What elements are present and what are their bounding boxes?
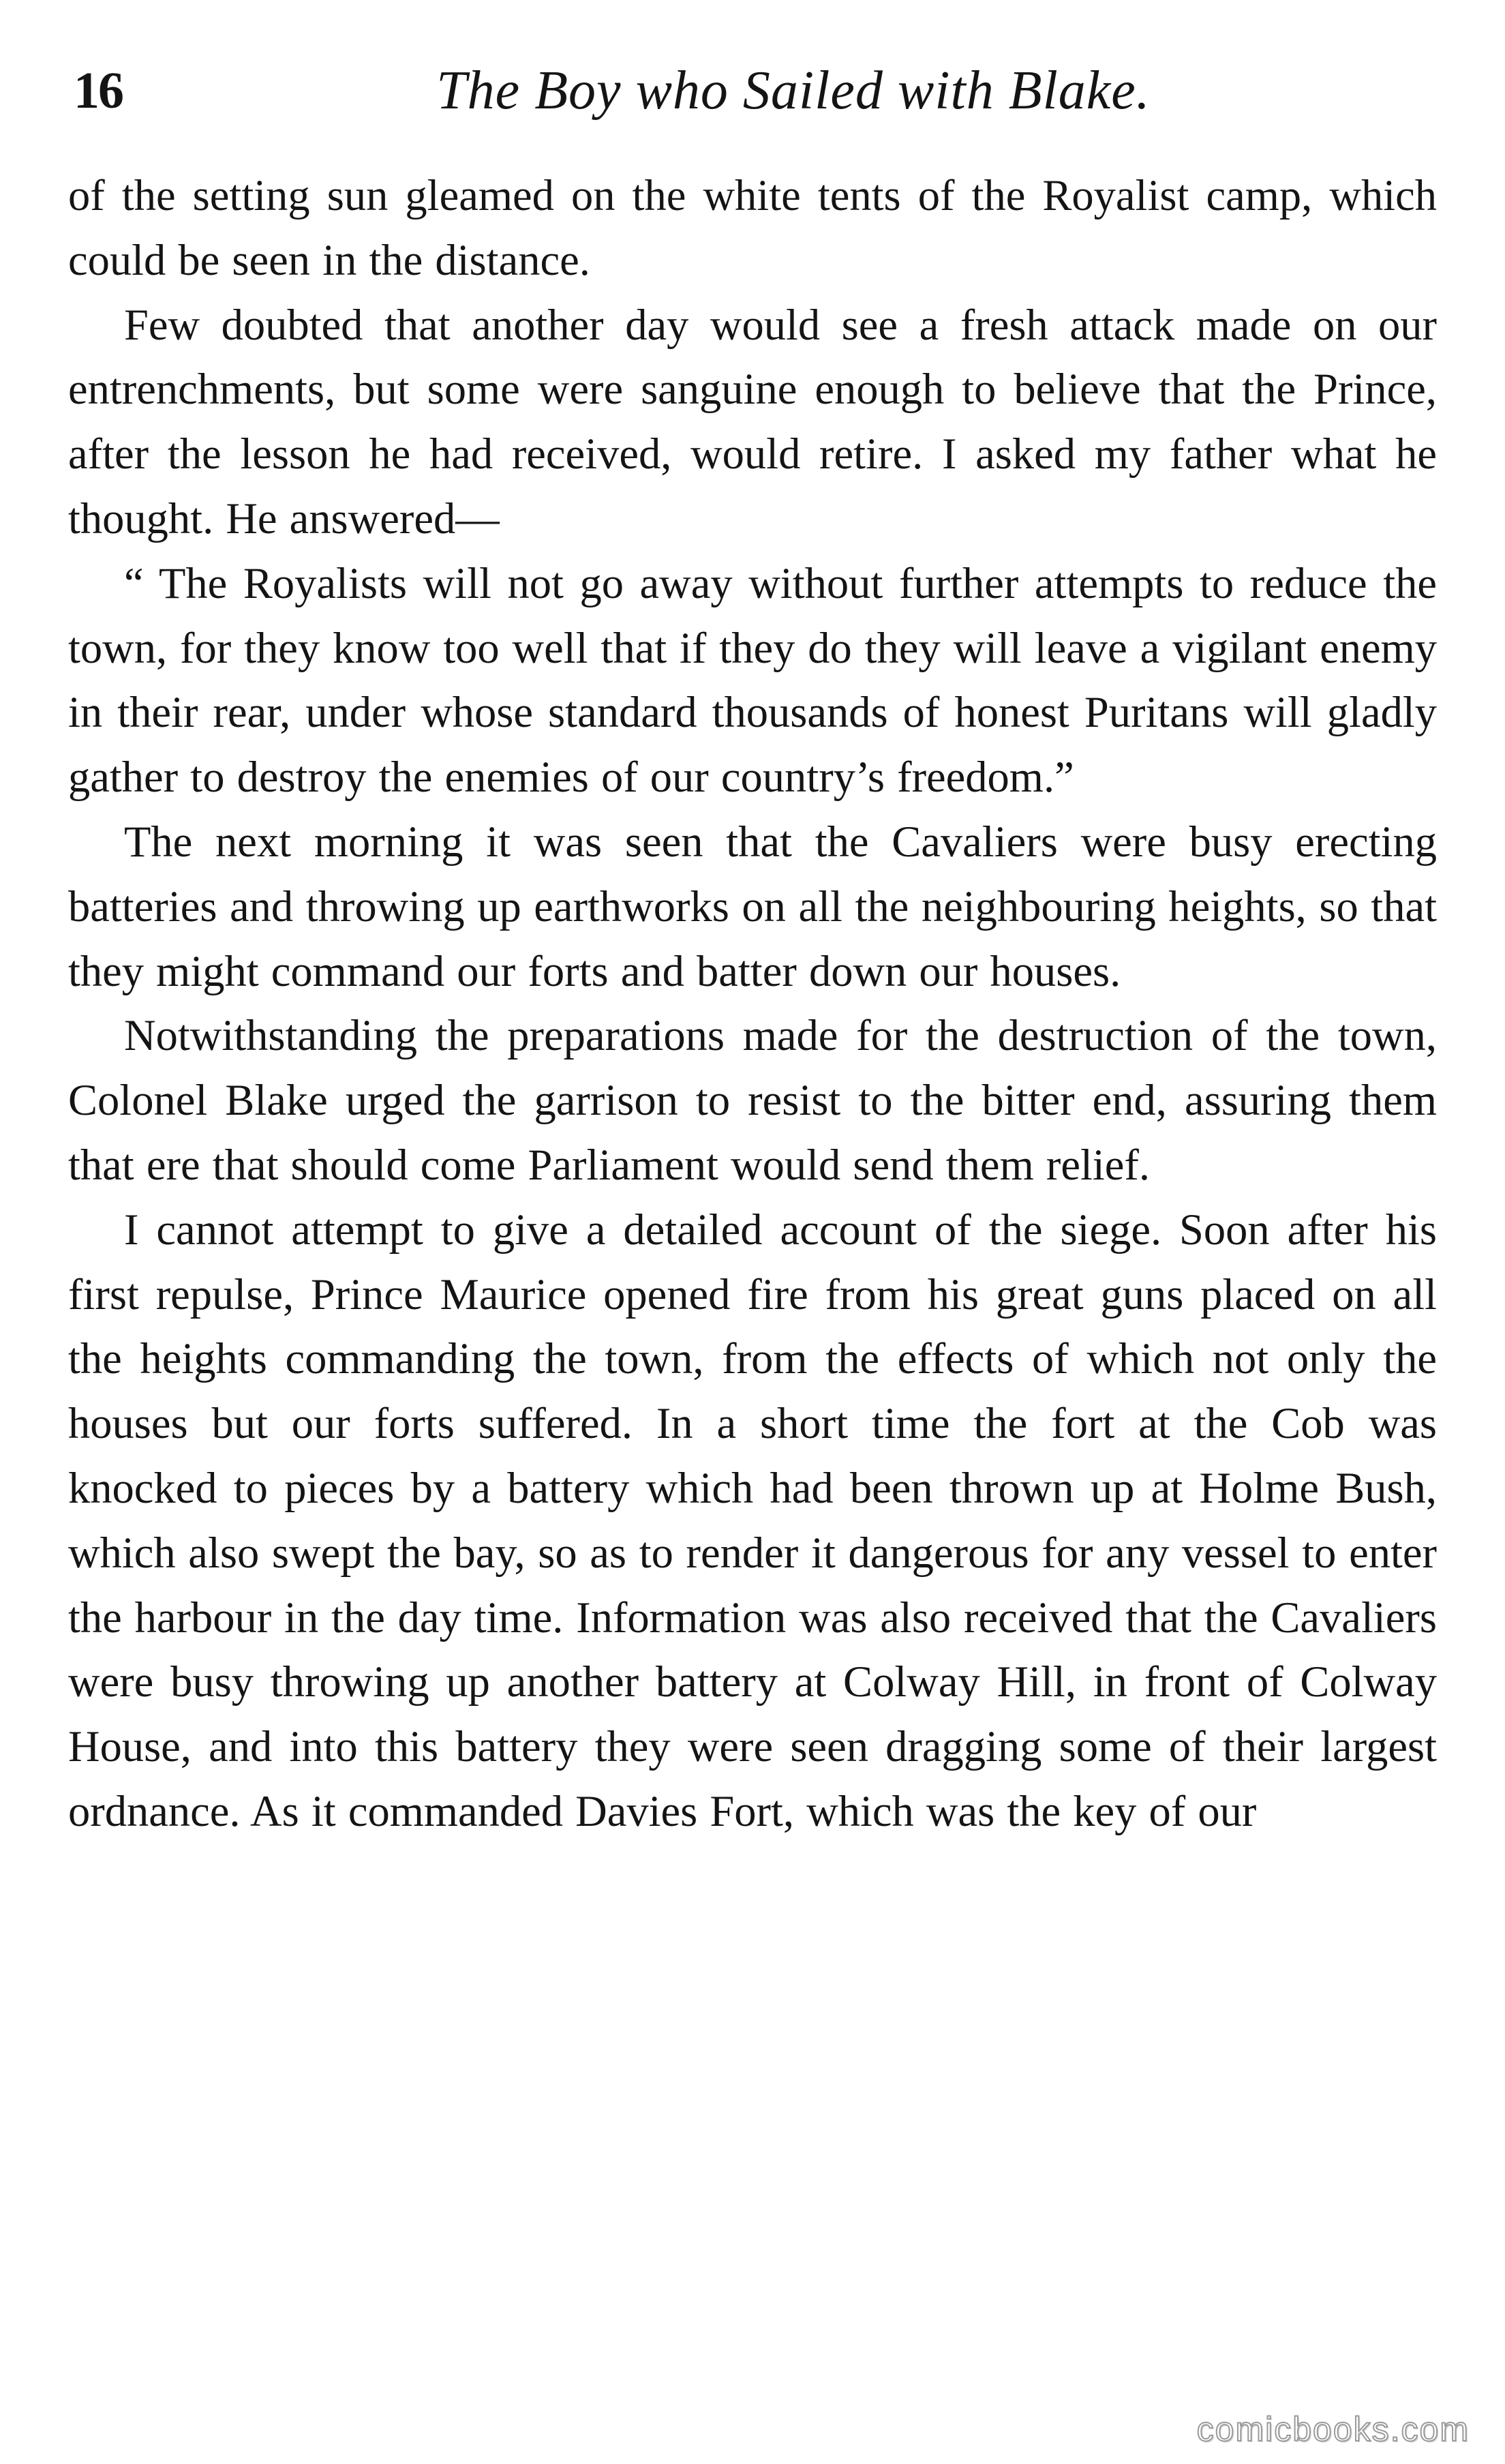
paragraph-siege: I cannot attempt to give a detailed account of the siege. Soon after his first repulse, Prince Maurice opened fire from his great guns placed on all the heights commanding the town, from the effects of which not only the houses but our forts suffered. In a short time the fort at the Cob was knocked to pieces by a battery which had been thrown up at Holme Bush, which also swept the bay, so as to render it dangerous for any vessel to enter the harbour in the day time. Information was also received that the Cavaliers were busy throwing up another battery at Colway Hill, in front of Colway House, and into this battery they were seen dragging some of their largest ordnance. As it commanded Davies Fort, which was the key of our <box>68 1205 1437 1835</box>
paragraph-batteries: The next morning it was seen that the Cavaliers were busy erecting batteries and throwing up earthworks on all the neighbouring heights, so that they might command our forts and batter down our houses. <box>68 817 1437 995</box>
page-number: 16 <box>74 62 123 119</box>
watermark-logo: comicbooks.com <box>1196 2410 1470 2448</box>
running-title: The Boy who Sailed with Blake. <box>436 61 1151 121</box>
book-page <box>68 55 1437 2427</box>
paragraph-entrenchments: Few doubted that another day would see a fresh attack made on our entrenchments, but some were sanguine enough to believe that the Prince, after the lesson he had received, would retire. I asked my father what he thought. He answered— <box>68 300 1437 543</box>
page-header <box>68 55 1437 136</box>
paragraph-continuation: of the setting sun gleamed on the white tents of the Royalist camp, which could be seen in the distance. <box>68 171 1437 284</box>
paragraph-colonel-blake: Notwithstanding the preparations made for the destruction of the town, Colonel Blake urged the garrison to resist to the bitter end, assuring them that ere that should come Parliament would send them relief. <box>68 1011 1437 1189</box>
paragraph-father-quote: “ The Royalists will not go away without further attempts to reduce the town, for they know too well that if they do they will leave a vigilant enemy in their rear, under whose standard thousands of honest Puritans will gladly gather to destroy the enemies of our country’s freedom.” <box>68 558 1437 802</box>
body-text <box>68 164 1437 1844</box>
